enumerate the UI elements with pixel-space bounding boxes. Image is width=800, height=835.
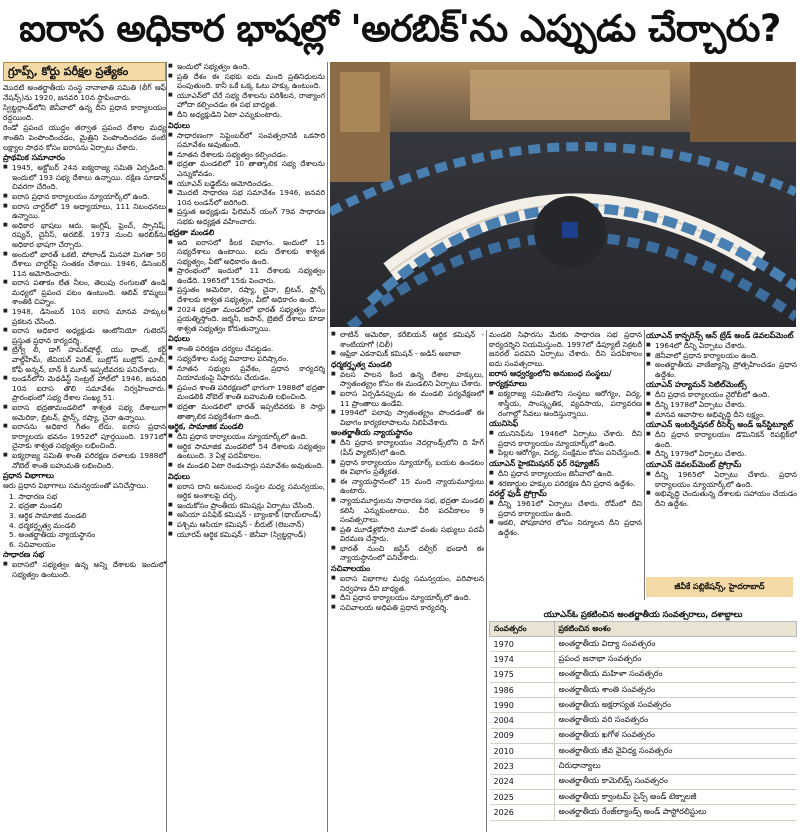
subheading: యునిసెఫ్ <box>489 419 519 429</box>
list-item: ■ ఐక్యరాజ్య సమితిలోని సంస్థలు ఆరోగ్యం, విద్య, శాస్త్రీయ, సాంస్కృతిక, వ్యవసాయ, పర్యావరణ రంగాల్లో సేవలు అందిస్తున్నాయి. <box>489 389 642 418</box>
list-item: ■ యూరప్ ఆర్థిక కమిషన్ - జెనీవా (స్విట్జర్లాండ్) <box>168 530 325 540</box>
paragraph: మొదటి అంతర్జాతీయ సంస్థ నానాజాతి సమితి (లీగ్ ఆఫ్ నేషన్స్)ను 1920, జనవరి 10న స్థాపించారు. <box>3 83 166 102</box>
list-item: 3. ఆర్థిక సామాజిక మండలి <box>9 510 87 520</box>
paragraph-list <box>489 330 642 368</box>
list-item: ■ సచివాలయ అధిపతి ప్రధాన కార్యదర్శి. <box>331 603 484 613</box>
list-item: ■ ఐరాస ఏర్పడినప్పుడు ఈ మండలి పర్యవేక్షణలో 11 ప్రాంతాలు ఉండేవి. <box>331 389 484 408</box>
list-item: ■ సభ్యదేశాల మధ్య వివాదాల పరిష్కారం. <box>168 354 325 364</box>
bullet-list <box>489 429 642 458</box>
list-item: ■ దీని ప్రధాన కార్యాలయం జెనీవాలో ఉంది. <box>489 469 642 479</box>
list-item: ■ దీన్ని 1961లో ఏర్పాటు చేశారు. రోమ్‌లో దీని ప్రధాన కార్యాలయం ఉంది. <box>489 499 642 518</box>
description-cell: అంతర్జాతీయ క్వాంటమ్ సైన్స్ అండ్ టెక్నాలజీ <box>554 789 797 804</box>
list-item: ■ మానవ ఆవాసాల అభివృద్ధి దీని లక్ష్యం. <box>646 410 797 420</box>
bullet-list <box>489 389 642 418</box>
description-cell: అంతర్జాతీయ మహిళా సంవత్సరం <box>554 667 797 682</box>
subheading: యూఎన్ కాన్ఫరెన్స్ ఆన్ ట్రేడ్ అండ్ డెవలప్‌మెంట్ <box>646 331 794 340</box>
list-item: ■ భద్రతా మండలిలో 10 తాత్కాలిక సభ్య దేశాలను ఎన్నుకోవడం. <box>168 159 325 178</box>
table-row <box>490 637 797 652</box>
year-cell: 2023 <box>490 759 555 774</box>
list-item: ■ పిల్లల ఆరోగ్యం, విద్య, సంక్షేమం కోసం పనిచేస్తుంది. <box>489 448 642 458</box>
subheading: యూఎన్ హైకమిషనర్ ఫర్ రెఫ్యూజీస్ <box>489 458 600 468</box>
headline: ఐరాస అధికార భాషల్లో 'అరబిక్'ను ఎప్పుడు చేర్చారు? <box>19 7 781 50</box>
list-item: 4. ధర్మకర్తృత్వ మండలి <box>9 520 76 530</box>
list-item: ■ సాధారణంగా సెప్టెంబర్‌లో సంవత్సరానికి ఒకసారి సమావేశం అవుతుంది. <box>168 131 325 150</box>
table-row <box>490 667 797 682</box>
list-item: ■ ఇందుకోసం ప్రాంతీయ కమిషన్లు ఏర్పాటు చేసింది. <box>168 501 325 511</box>
list-item: ■ ప్రపంచ శాంతి పరిరక్షణలో భాగంగా 1988లో భద్రతా మండలికి నోబెల్ శాంతి బహుమతి లభించింది. <box>168 383 325 402</box>
list-item: ■ ఐక్యరాజ్య సమితి శాంతి పరిరక్షణ దళాలకు 1988లో నోబెల్ శాంతి బహుమతి లభించింది. <box>3 451 166 470</box>
list-item: ■ ఆర్థిక సామాజిక మండలిలో 54 దేశాలకు సభ్యత్వం ఉంటుంది. 3 ఏళ్ల పదవీకాలం. <box>168 442 325 461</box>
list-item: ■ అంతర్జాతీయ వాణిజ్యాన్ని ప్రోత్సహించడం ప్రధాన ఉద్దేశం. <box>646 360 797 379</box>
year-cell: 1986 <box>490 682 555 697</box>
column-rule <box>644 330 645 600</box>
list-item: ■ మొదటి సాధారణ సభ సమావేశం 1946, జనవరి 10న లండన్‌లో జరిగింది. <box>168 188 325 207</box>
list-item: ■ వలస పాలన కింద ఉన్న దేశాల హక్కులు, స్వాతంత్య్రం కోసం ఈ మండలిని ఏర్పాటు చేశారు. <box>331 370 484 389</box>
list-item: ■ ఆసియా పసిఫిక్ కమిషన్ - బ్యాంకాక్ (థాయ్‌లాండ్) <box>168 510 325 520</box>
year-cell: 1970 <box>490 637 555 652</box>
list-item: ■ దీన్ని 1979లో ఏర్పాటు చేశారు. <box>646 449 797 459</box>
subheading: సచివాలయం <box>331 564 371 574</box>
subheading: ఐరాస ఆధ్వర్యంలోని అనుబంధ సంస్థలు/కార్యక్రమాలు <box>489 369 612 389</box>
list-item: ■ ఐరాస చార్టర్‌లో 19 అధ్యాయాలు, 111 నిబంధనలు ఉన్నాయి. <box>3 202 166 221</box>
subheading: ప్రధాన విభాగాలు <box>3 471 54 481</box>
bullet-list <box>168 432 325 470</box>
column-1 <box>3 62 166 832</box>
list-item: ■ ఆఫ్రికా ఎకనామిక్ కమిషన్ - అడిస్ అబాబా <box>331 349 484 359</box>
column-2 <box>168 62 325 832</box>
description-cell: అంతర్జాతీయ కామెలిడ్స్ సంవత్సరం <box>554 774 797 789</box>
year-cell: 2004 <box>490 713 555 728</box>
year-cell: 2025 <box>490 789 555 804</box>
list-item: ■ ఐరాస విభాగాల మధ్య సమన్వయం, పరిపాలన నిర్వహణ దీని బాధ్యత. <box>331 574 484 593</box>
list-item: ■ పశ్చిమ ఆసియా కమిషన్ - బీరుట్ (లెబనాన్) <box>168 520 325 530</box>
subheading: అంతర్జాతీయ న్యాయస్థానం <box>331 428 413 438</box>
description-cell: అంతర్జాతీయ వరి సంవత్సరం <box>554 713 797 728</box>
list-item: ■ ఐరాసలో సభ్యత్వం ఉన్న అన్ని దేశాలకు ఇందులో సభ్యత్వం ఉంటుంది. <box>3 560 166 579</box>
bullet-list <box>331 438 484 563</box>
table-row <box>490 652 797 667</box>
subheading: ప్రాథమిక సమాచారం <box>3 153 65 163</box>
bullet-list <box>168 344 325 421</box>
description-cell: అంతర్జాతీయ అక్షరాస్యత సంవత్సరం <box>554 698 797 713</box>
list-item: 6. సచివాలయం <box>9 539 56 549</box>
table-row <box>490 805 797 820</box>
list-item: ■ అందులో భారత్ ఒకటి. పోలాండ్ మినహా మిగతా 50 దేశాలు చార్టర్‌పై సంతకం చేశాయి. 1946, డిసెంబర్ 11న ఆమోదించారు. <box>3 250 166 279</box>
list-item: ■ ప్రస్తుతం అమెరికా, రష్యా, చైనా, బ్రిటన్, ఫ్రాన్స్ దేశాలకు శాశ్వత సభ్యత్వం, వీటో అధికారం ఉంది. <box>168 285 325 304</box>
paragraph-list <box>168 62 325 120</box>
list-item: ■ 2024 భద్రతా మండలిలో భారత్ సభ్యత్వం కోసం ప్రయత్నిస్తోంది. జర్మనీ, జపాన్, బ్రెజిల్ దేశాలు కూడా శాశ్వత సభ్యత్వం కోరుతున్నాయి. <box>168 305 325 334</box>
bullet-list <box>168 482 325 540</box>
year-cell: 2024 <box>490 774 555 789</box>
year-cell: 2010 <box>490 744 555 759</box>
subheading: సాధారణ సభ <box>3 550 45 560</box>
list-item: ■ జెనీవాలో ప్రధాన కార్యాలయం ఉంది. <box>646 351 797 361</box>
list-item: ■ ప్రస్తుత అధ్యక్షుడు ఫిలెమన్ యంగ్ 79వ సాధారణ సభకు అధ్యక్షత వహించారు. <box>168 207 325 226</box>
bullet-list <box>331 370 484 428</box>
column-3 <box>331 330 484 832</box>
list-item: ■ 1948, డిసెంబర్ 10న ఐరాస మానవ హక్కుల ప్రకటన చేసింది. <box>3 307 166 326</box>
list-item: ■ నూతన సభ్యుల ప్రవేశం, ప్రధాన కార్యదర్శి నియామకంపై సిఫారసు చేయడం. <box>168 364 325 383</box>
list-item: ■ దీని ప్రధాన కార్యాలయం న్యూయార్క్‌లో ఉంది. <box>331 593 484 603</box>
intro-paragraphs <box>3 83 166 152</box>
list-item: 5. అంతర్జాతీయ న్యాయస్థానం <box>9 530 96 540</box>
subheading: విధులు <box>168 471 190 481</box>
column-4 <box>489 330 642 590</box>
bullet-list <box>331 574 484 612</box>
list-item: ■ దీని ప్రధాన కార్యాలయం నెదర్లాండ్స్‌లోని ది హేగ్ (పీస్ ప్యాలెస్)లో ఉంది. <box>331 438 484 457</box>
table-row <box>490 774 797 789</box>
list-item: ■ దీని అధ్యక్షుడిని ఏటా ఎన్నుకుంటారు. <box>168 110 325 120</box>
table-header-row <box>490 622 797 637</box>
year-cell: 1990 <box>490 698 555 713</box>
subheading: ఆర్థిక, సామాజిక మండలి <box>168 422 244 432</box>
list-item: ■ యూఎన్ బడ్జెట్‌ను ఆమోదించడం. <box>168 179 325 189</box>
list-item: ■ ఆకలి, పోషకాహార లోపం నిర్మూలన దీని ప్రధాన ఉద్దేశం. <box>489 518 642 537</box>
list-item: ■ యూఎన్‌లో చేరే సభ్య దేశాలను పరిశీలన, రాజ్యాంగ హోదా కల్పించడం ఈ సభ బాధ్యత. <box>168 91 325 110</box>
bullet-list <box>3 560 166 579</box>
bullet-list <box>3 163 166 470</box>
section-tag: గ్రూప్స్, కోర్టు పరీక్షల ప్రత్యేకం <box>3 62 166 81</box>
paragraph-list <box>331 330 484 359</box>
subheading: విధులు <box>168 120 190 130</box>
subheading: యూఎన్ ఇంటర్నేషనల్ రీసెర్చ్ అండ్ ఇన్‌స్టిట్యూట్ <box>646 420 794 430</box>
year-cell: 2026 <box>490 805 555 820</box>
bullet-list <box>489 469 642 488</box>
list-item: ■ ఐరాస భద్రతామండలిలో శాశ్వత సభ్య దేశాలుగా అమెరికా, బ్రిటన్, ఫ్రాన్స్, రష్యా, చైనా ఉన్నాయి. <box>3 403 166 422</box>
table-row <box>490 744 797 759</box>
column-5 <box>646 330 797 580</box>
publisher-credit: జీవీకే పబ్లికేషన్స్, హైదరాబాద్ <box>646 577 793 597</box>
description-cell: అంతర్జాతీయ ఖగోళ సంవత్సరం <box>554 728 797 743</box>
list-item: ■ అధికార భాషలు ఆరు. ఇంగ్లిష్, ఫ్రెంచ్, స్పానిష్, రష్యన్, చైనీస్, అరబిక్. 1973 నుంచి అరబిక్‌ను అధికార భాషగా చేర్చారు. <box>3 221 166 250</box>
list-item: ■ దీన్ని 1965లో ఏర్పాటు చేశారు. ప్రధాన కార్యాలయం న్యూయార్క్‌లో ఉంది. <box>646 470 797 489</box>
list-item: ■ ఐరాస అధికార అధ్యక్షుడు ఆంటోనియో గుటెరస్ ప్రస్తుత ప్రధాన కార్యదర్శి. <box>3 326 166 345</box>
international-years-table <box>489 621 797 821</box>
list-item: ■ ఇందులో సభ్యత్వం ఉంది. <box>168 62 325 72</box>
list-item: ■ భారత్ నుంచి జస్టిస్ దల్వీర్ భండారీ ఈ న్యాయస్థానంలో పనిచేశారు. <box>331 544 484 563</box>
list-item: ■ న్యాయమూర్తులను సాధారణ సభ, భద్రతా మండలి కలిసి ఎన్నుకుంటాయి. వీరి పదవీకాలం 9 సంవత్సరాలు. <box>331 496 484 525</box>
bullet-list <box>646 390 797 419</box>
list-item: ■ దీని ప్రధాన కార్యాలయం నైరోబీలో ఉంది. <box>646 390 797 400</box>
year-column-header: సంవత్సరం <box>490 622 555 637</box>
bullet-list <box>646 341 797 379</box>
bullet-list <box>168 131 325 227</box>
subheading: యూఎన్ హ్యూమన్ సెటిల్‌మెంట్స్ <box>646 380 747 390</box>
list-item: ■ నూతన దేశాలకు సభ్యత్వం కల్పించడం. <box>168 150 325 160</box>
subheading: యూఎన్ డెవలప్‌మెంట్ ప్రోగ్రామ్ <box>646 459 742 469</box>
list-item: ■ శరణార్థుల హక్కుల పరిరక్షణ దీని ప్రధాన ఉద్దేశం. <box>489 479 642 489</box>
bullet-list <box>646 470 797 508</box>
description-cell: అంతర్జాతీయ విద్యా సంవత్సరం <box>554 637 797 652</box>
bullet-list <box>489 499 642 537</box>
description-cell: అంతర్జాతీయ జీవ వైవిధ్య సంవత్సరం <box>554 744 797 759</box>
paragraph: రెండో ప్రపంచ యుద్ధం తర్వాత ప్రపంచ దేశాల మధ్య శాంతిని పెంపొందించడం, మైత్రిని పెంపొందించడం వంటి లక్ష్యాల సాధన కోసం ఐరాసను ఏర్పాటు చేశారు. <box>3 123 166 152</box>
list-item: ■ ఐరాస దాని అనుబంధ సంస్థల మధ్య సమన్వయం, ఆర్థిక అంశాలపై చర్చ. <box>168 482 325 501</box>
subheading: ధర్మకర్తృత్వ మండలి <box>331 359 392 369</box>
list-item: ■ ట్రిగ్వే లీ, డాగ్ హమర్‌షోల్డ్, యు థాంట్, కర్ట్ వాల్డ్‌హీమ్, జేవియర్ పెరెజ్, బుట్రోస్ బుట్రోస్ ఘాలీ, కోఫీ అన్నన్, బాన్ కీ మూన్ ఇప్పటివరకు పనిచేశారు. <box>3 345 166 374</box>
description-cell: ప్రపంచ జనాభా సంవత్సరం <box>554 652 797 667</box>
description-cell: అంతర్జాతీయ శాంతి సంవత్సరం <box>554 682 797 697</box>
security-council-photo <box>330 62 796 327</box>
bullet-list <box>168 238 325 334</box>
list-item: 1. సాధారణ సభ <box>9 491 58 501</box>
year-cell: 1975 <box>490 667 555 682</box>
year-cell: 2009 <box>490 728 555 743</box>
list-item: ■ దీని ప్రధాన కార్యాలయం న్యూయార్క్‌లో ఉంది. <box>168 432 325 442</box>
list-item: ■ లండన్‌లోని మెథడిస్ట్ సెంట్రల్ హాల్‌లో 1946, జనవరి 10న ఐరాస తొలి సమావేశం నిర్వహించారు. ప్రారంభంలో సభ్య దేశాల సంఖ్య 51. <box>3 374 166 403</box>
table-row <box>490 713 797 728</box>
list-item: ■ ఈ న్యాయస్థానంలో 15 మంది న్యాయమూర్తులు ఉంటారు. <box>331 477 484 496</box>
list-item: ■ దీన్ని 1978లో ఏర్పాటు చేశారు. <box>646 400 797 410</box>
column-rule <box>327 62 328 832</box>
table-row <box>490 682 797 697</box>
list-item: ■ 1964లో దీన్ని ఏర్పాటు చేశారు. <box>646 341 797 351</box>
subheading: వరల్డ్ ఫుడ్ ప్రోగ్రామ్ <box>489 489 547 499</box>
list-item: ■ ప్రారంభంలో ఇందులో 11 దేశాలకు సభ్యత్వం ఉండేది. 1965లో 15కు పెంచారు. <box>168 266 325 285</box>
list-item: ■ ప్రధాన కార్యాలయం న్యూయార్క్ బయట ఉండటం ఈ విభాగం ప్రత్యేకత. <box>331 458 484 477</box>
list-item: ■ 1945, అక్టోబర్ 24న ఐక్యరాజ్య సమితి ఏర్పడింది. ఇందులో 193 సభ్య దేశాలు ఉన్నాయి. దక్షిణ సూడాన్ చివరగా చేరింది. <box>3 163 166 192</box>
list-item: ■ ఐరాసను అధికార గీతం లేదు. ఐరాస ప్రధాన కార్యాలయ భవనం 1952లో పూర్తయింది. 1971లో చైనాకు శాశ్వత సభ్యత్వం లభించింది. <box>3 422 166 451</box>
column-rule <box>166 62 167 832</box>
description-column-header: ప్రకటించిన అంశం <box>554 622 797 637</box>
paragraph: స్విట్జర్లాండ్‌లోని జెనీవాలో ఉన్న దీని ప్రధాన కార్యాలయం రద్దయింది. <box>3 103 166 122</box>
list-item: ■ ప్రతి దేశం ఈ సభకు ఐదు మంది ప్రతినిధులను పంపుతుంది. కానీ ఒకే ఒక్క ఓటు హక్కు ఉంటుంది. <box>168 72 325 91</box>
list-item: ■ శాంతి పరిరక్షణ చర్యలు చేపట్టడం. <box>168 344 325 354</box>
table-row <box>490 789 797 804</box>
list-item: ■ భద్రతా మండలిలో భారత్ ఇప్పటివరకు 8 సార్లు తాత్కాలిక సభ్యదేశంగా ఉంది. <box>168 402 325 421</box>
table-body <box>490 637 797 821</box>
bullet-list <box>3 492 166 550</box>
paragraph: ఆరు ప్రధాన విభాగాలు సమన్వయంతో పనిచేస్తాయి. <box>3 481 149 491</box>
subheading: భద్రతా మండలి <box>168 227 215 237</box>
description-cell: అంతర్జాతీయ రేంజ్‌ల్యాండ్స్ అండ్ పాస్టోరలిస్టులు <box>554 805 797 820</box>
table-row <box>490 698 797 713</box>
description-cell: చిరుధాన్యాలు <box>554 759 797 774</box>
table-row <box>490 759 797 774</box>
list-item: ■ లాటిన్ అమెరికా, కరేబియన్ ఆర్థిక కమిషన్ - శాంటియాగో (చిలీ) <box>331 330 484 349</box>
subheading: విధులు <box>168 334 190 344</box>
bullet-list <box>646 430 797 459</box>
list-item: ■ ఐరాస పతాకం లేత నీలం, తెలుపు రంగులతో ఉండి మధ్యలో ప్రపంచ పటం ఉంటుంది. ఆలివ్ కొమ్మలు శాంతికి చిహ్నం. <box>3 278 166 307</box>
list-item: ■ 1994లో పలావు స్వాతంత్య్రం పొందడంతో ఈ విభాగం కార్యకలాపాలను నిలిపివేశారు. <box>331 408 484 427</box>
list-item: ■ ఈ మండలి ఏటా రెండుసార్లు సమావేశం అవుతుంది. <box>168 461 325 471</box>
list-item: ■ ప్రతి మూడేళ్లకోసారి మూడో వంతు సభ్యులు పదవీ విరమణ చేస్తారు. <box>331 525 484 544</box>
table-row <box>490 728 797 743</box>
table-title: యూఎన్‌ఓ ప్రకటించిన అంతర్జాతీయ సంవత్సరాలు, దశాబ్దాలు <box>543 609 743 619</box>
list-item: ■ ఇది ఐరాసలో కీలక విభాగం. ఇందులో 15 సభ్యదేశాలు ఉంటాయి. ఐదు దేశాలకు శాశ్వత సభ్యత్వం, వీటో అధికారం ఉంది. <box>168 238 325 267</box>
security-council-illustration <box>330 62 796 327</box>
paragraph: మండలి సిఫారసు మేరకు సాధారణ సభ ప్రధాన కార్యదర్శిని నియమిస్తుంది. 1997లో డిప్యూటీ సెక్రటరీ జనరల్ పదవిని ఏర్పాటు చేశారు. దీని పదవీకాలం ఐదు సంవత్సరాలు. <box>489 330 642 368</box>
list-item: ■ ఐరాస ప్రధాన కార్యాలయం న్యూయార్క్‌లో ఉంది. <box>3 192 166 202</box>
year-cell: 1974 <box>490 652 555 667</box>
list-item: 2. భద్రతా మండలి <box>9 501 63 511</box>
list-item: ■ దీని ప్రధాన కార్యాలయం డొమినికన్ రిపబ్లిక్‌లో ఉంది. <box>646 430 797 449</box>
list-item: ■ అభివృద్ధి చెందుతున్న దేశాలకు సహాయం చేయడం దీని ఉద్దేశం. <box>646 489 797 508</box>
list-item: ■ యునిసెఫ్‌ను 1946లో ఏర్పాటు చేశారు. దీని ప్రధాన కార్యాలయం న్యూయార్క్‌లో ఉంది. <box>489 429 642 448</box>
column-rule <box>486 330 487 832</box>
